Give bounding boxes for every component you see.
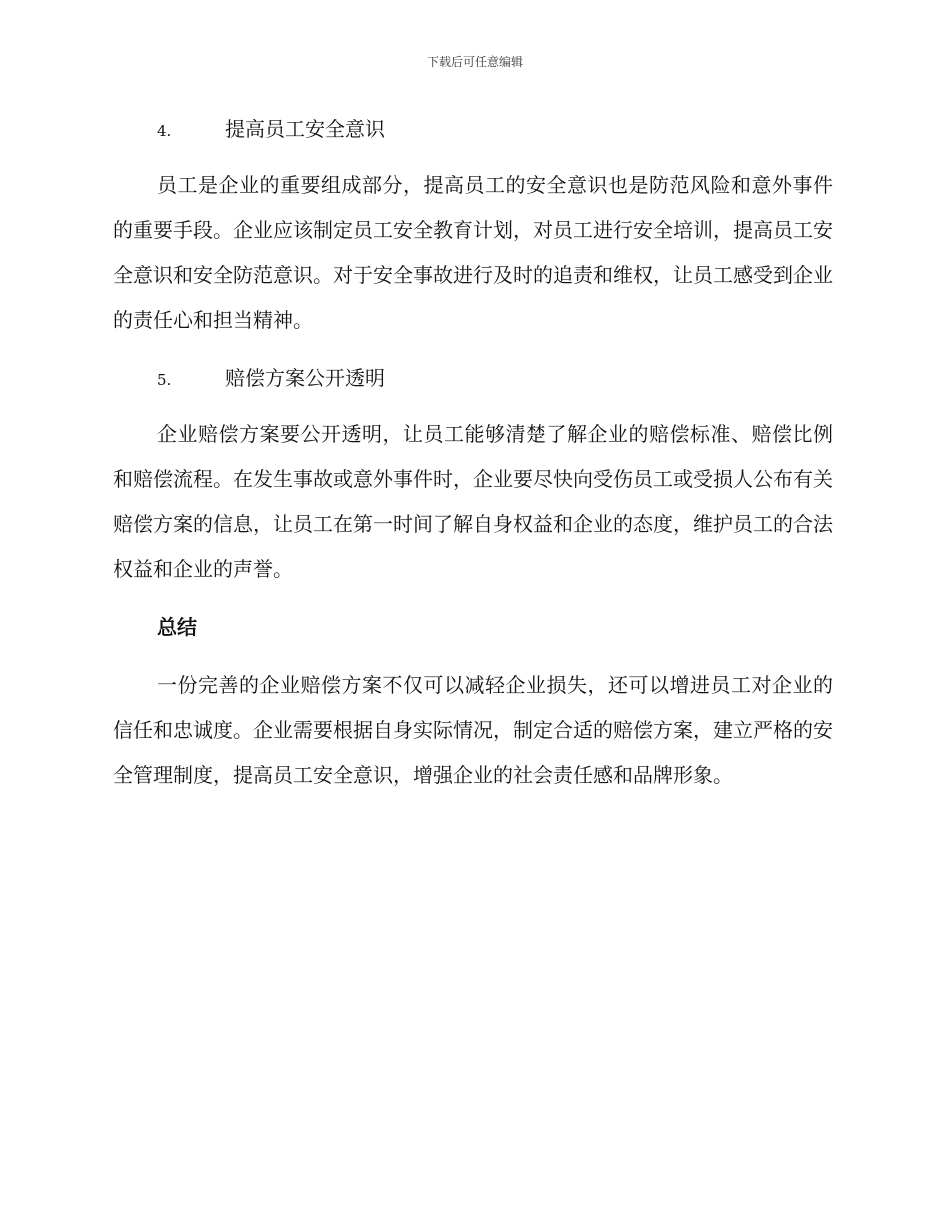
section-4-heading <box>157 115 385 145</box>
section-5-number: 5. <box>157 371 172 389</box>
section-5-heading <box>157 364 385 394</box>
section-4-title: 提高员工安全意识 <box>225 117 385 141</box>
section-4-paragraph: 员工是企业的重要组成部分，提高员工的安全意识也是防范风险和意外事件的重要手段。企业应该制定员工安全教育计划，对员工进行安全培训，提高员工安全意识和安全防范意识。对于安全事故进行及时的追责和维权，让员工感受到企业的责任心和担当精神。 <box>113 173 833 332</box>
summary-title: 总结 <box>157 615 197 639</box>
summary-paragraph: 一份完善的企业赔偿方案不仅可以减轻企业损失，还可以增进员工对企业的信任和忠诚度。企业需要根据自身实际情况，制定合适的赔偿方案，建立严格的安全管理制度，提高员工安全意识，增强企业的社会责任感和品牌形象。 <box>113 673 833 787</box>
section-4-number: 4. <box>157 122 172 140</box>
section-5-title: 赔偿方案公开透明 <box>225 366 385 390</box>
page-header: 下载后可任意编辑 <box>426 55 523 69</box>
section-5-paragraph: 企业赔偿方案要公开透明，让员工能够清楚了解企业的赔偿标准、赔偿比例和赔偿流程。在发生事故或意外事件时，企业要尽快向受伤员工或受损人公布有关赔偿方案的信息，让员工在第一时间了解自身权益和企业的态度，维护员工的合法权益和企业的声誉。 <box>113 422 833 581</box>
